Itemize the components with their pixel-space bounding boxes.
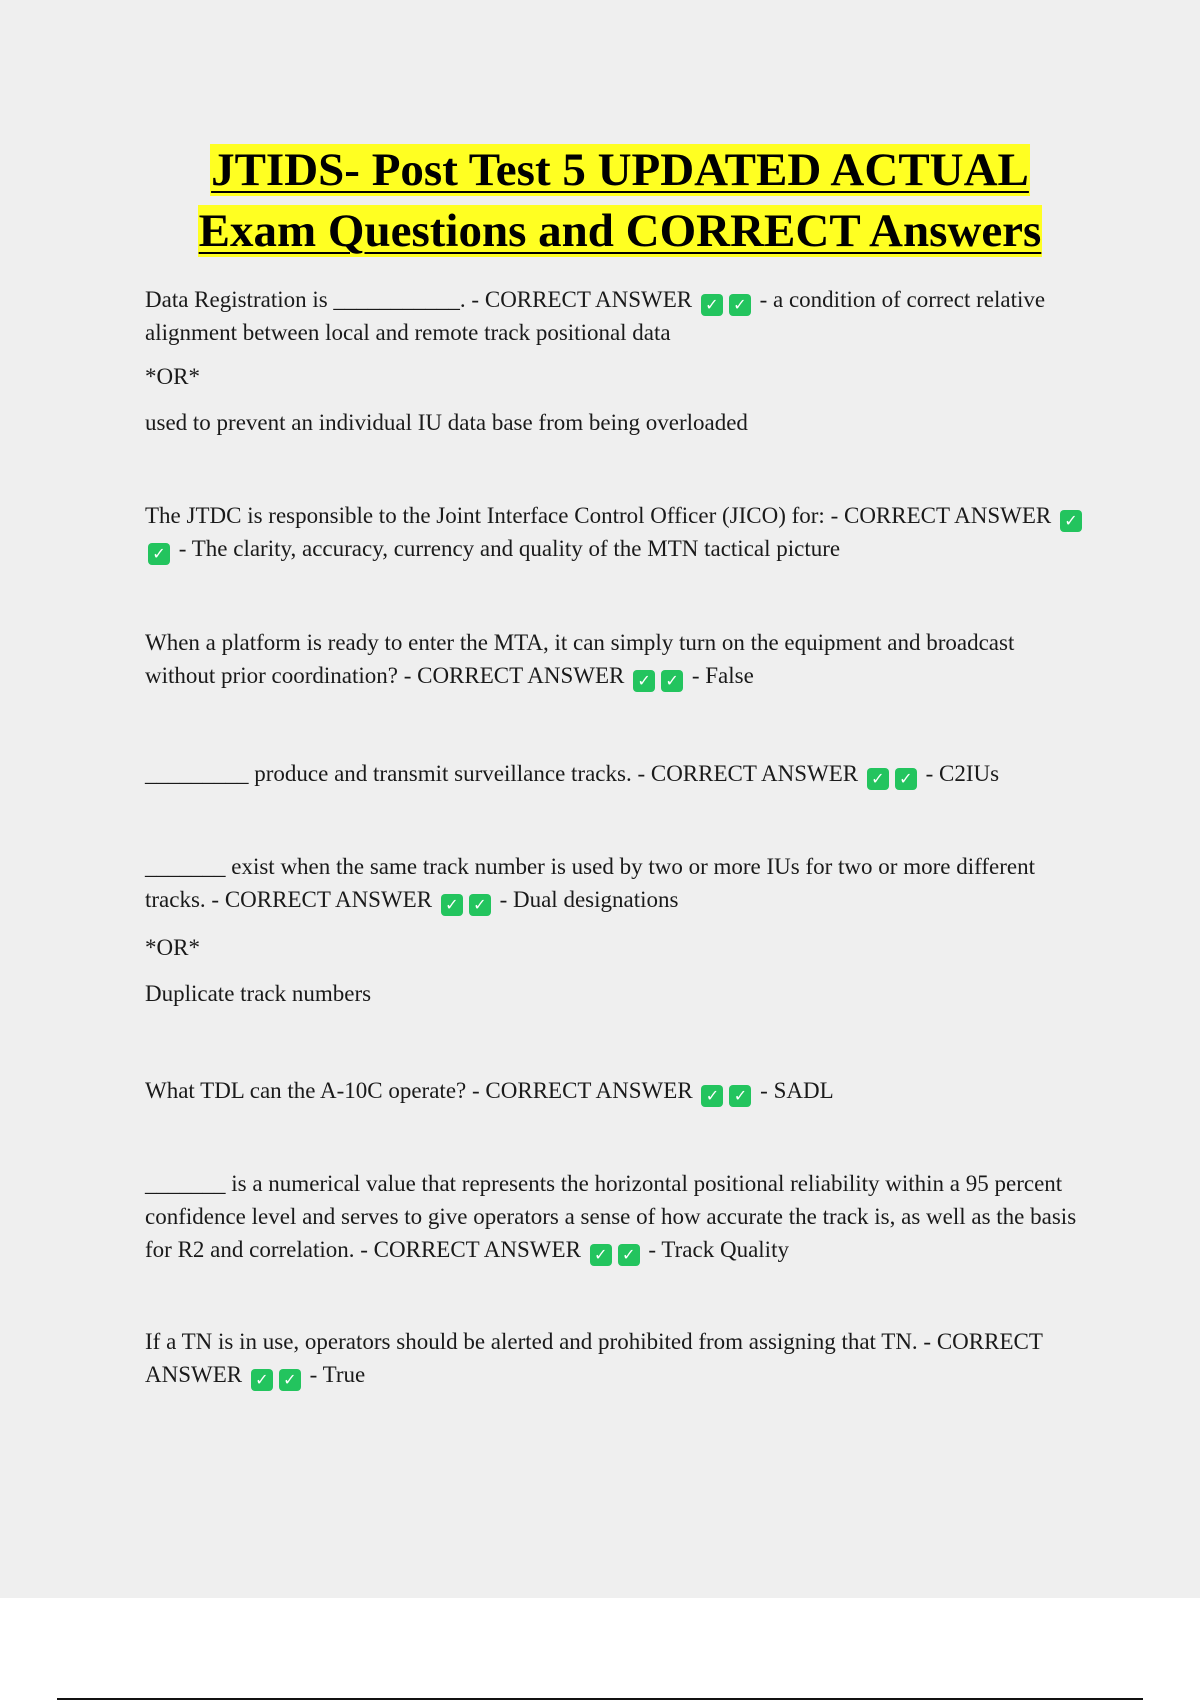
answer-marker: CORRECT ANSWER <box>373 1237 581 1262</box>
answer-marker: CORRECT ANSWER <box>417 663 625 688</box>
qa-item <box>145 626 1090 692</box>
check-mark-icon: ✓ <box>148 543 170 565</box>
answer-text: - True <box>309 1362 366 1387</box>
qa-item <box>145 850 1090 916</box>
check-mark-icon: ✓ <box>469 894 491 916</box>
answer-text: - SADL <box>760 1078 834 1103</box>
check-mark-icon: ✓ <box>701 294 723 316</box>
question-text: The JTDC is responsible to the Joint Interface Control Officer (JICO) for: - <box>145 503 844 528</box>
alternative-answer: used to prevent an individual IU data base from being overloaded <box>145 410 748 435</box>
question-text: _________ produce and transmit surveillance tracks. - <box>145 761 651 786</box>
question-text: _______ is a numerical value that represents the horizontal positional reliability within a 95 percent confidence level and serves to give operators a sense of how accurate the track is, as well as the basis for R2 and correlation. - <box>145 1171 1077 1262</box>
document-title <box>100 140 1140 262</box>
answer-text: - False <box>691 663 754 688</box>
alternative-separator: *OR* <box>145 935 200 960</box>
answer-text: - C2IUs <box>925 761 1000 786</box>
check-mark-icon: ✓ <box>729 1085 751 1107</box>
qa-item <box>145 1074 1090 1107</box>
answer-marker: CORRECT ANSWER <box>485 1078 693 1103</box>
title-line-2: Exam Questions and CORRECT Answers <box>198 205 1042 257</box>
check-mark-icon: ✓ <box>251 1369 273 1391</box>
answer-marker: CORRECT ANSWER <box>843 503 1052 528</box>
question-text: Data Registration is ___________. - <box>145 287 485 312</box>
check-mark-icon: ✓ <box>618 1244 640 1266</box>
question-text: If a TN is in use, operators should be alerted and prohibited from assigning that TN. - <box>145 1329 937 1354</box>
check-mark-icon: ✓ <box>701 1085 723 1107</box>
answer-text: - The clarity, accuracy, currency and quality of the MTN tactical picture <box>178 536 841 561</box>
check-mark-icon: ✓ <box>590 1244 612 1266</box>
question-text: What TDL can the A-10C operate? - <box>145 1078 486 1103</box>
answer-marker: CORRECT ANSWER <box>650 761 859 786</box>
qa-item <box>145 1325 1090 1391</box>
question-text: _______ exist when the same track number is used by two or more IUs for two or more different tracks. - <box>145 854 1035 912</box>
check-mark-icon: ✓ <box>661 670 683 692</box>
answer-text: - Track Quality <box>648 1237 789 1262</box>
check-mark-icon: ✓ <box>867 768 889 790</box>
qa-item <box>145 1167 1090 1266</box>
qa-item <box>145 757 1090 790</box>
check-mark-icon: ✓ <box>633 670 655 692</box>
answer-text: - Dual designations <box>499 887 679 912</box>
check-mark-icon: ✓ <box>279 1369 301 1391</box>
answer-marker: CORRECT ANSWER <box>145 1329 1043 1387</box>
qa-item <box>145 499 1090 565</box>
question-text: When a platform is ready to enter the MTA, it can simply turn on the equipment and broadcast without prior coordination? - <box>145 630 1015 688</box>
alternative-answer: Duplicate track numbers <box>145 981 372 1006</box>
check-mark-icon: ✓ <box>729 294 751 316</box>
next-page-preview <box>0 1598 1200 1700</box>
check-mark-icon: ✓ <box>441 894 463 916</box>
qa-item <box>145 283 1090 349</box>
check-mark-icon: ✓ <box>895 768 917 790</box>
title-line-1: JTIDS- Post Test 5 UPDATED ACTUAL <box>211 144 1029 196</box>
answer-text: - a condition of correct relative alignment between local and remote track positional data <box>145 287 1046 345</box>
check-mark-icon: ✓ <box>1060 510 1082 532</box>
answer-marker: CORRECT ANSWER <box>224 887 433 912</box>
alternative-separator: *OR* <box>145 364 200 389</box>
answer-marker: CORRECT ANSWER <box>484 287 693 312</box>
